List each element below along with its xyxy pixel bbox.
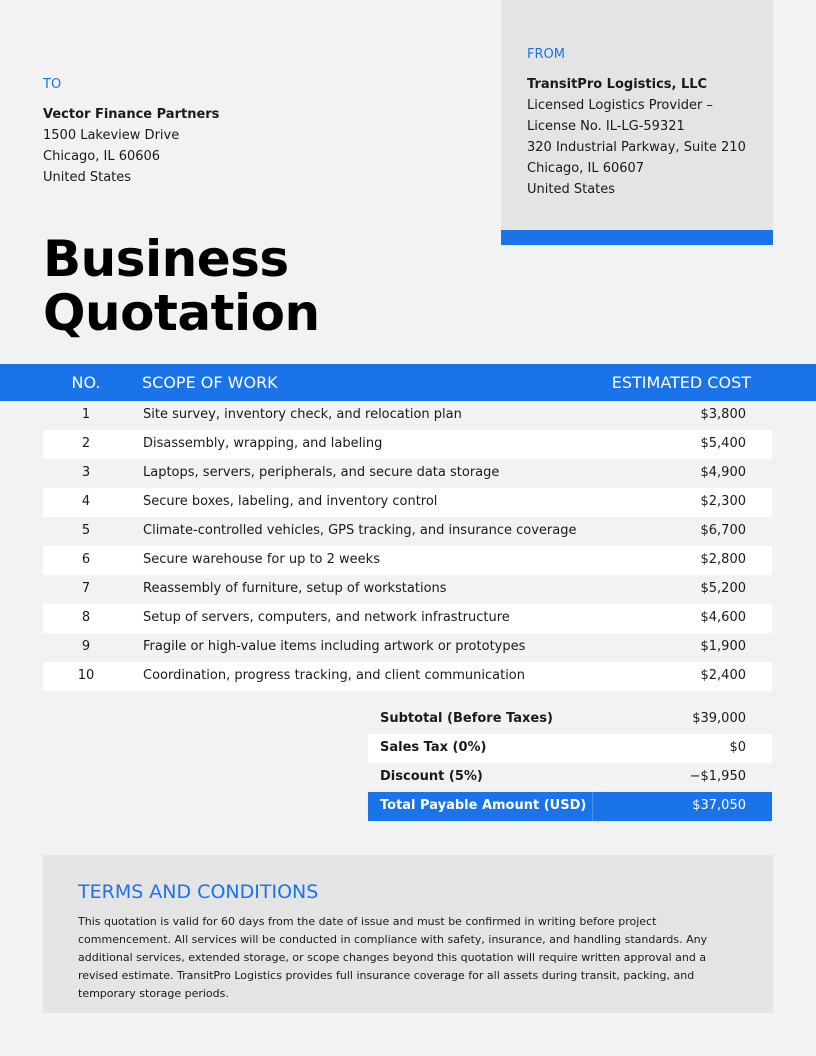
- row-number: 6: [81, 552, 91, 567]
- from-line: Chicago, IL 60607: [527, 161, 645, 176]
- row-cost: $1,900: [700, 639, 746, 654]
- row-cost: $5,200: [700, 581, 746, 596]
- table-header: [0, 364, 816, 401]
- header-no: NO.: [71, 373, 101, 392]
- row-number: 9: [81, 639, 91, 654]
- table-row: [43, 459, 772, 488]
- value: $39,000: [692, 711, 746, 726]
- row-scope: Reassembly of furniture, setup of workstations: [143, 581, 447, 596]
- table-row: [43, 488, 772, 517]
- table-row: [43, 604, 772, 633]
- to-line: United States: [43, 170, 132, 185]
- title-line: Business: [43, 230, 289, 288]
- to-name: Vector Finance Partners: [43, 107, 220, 122]
- row-scope: Site survey, inventory check, and relocation plan: [143, 407, 462, 422]
- label: Sales Tax (0%): [380, 740, 487, 755]
- row-number: 4: [81, 494, 91, 509]
- from-heading: FROM: [527, 47, 565, 62]
- from-accent-bar: [501, 230, 773, 245]
- row-scope: Climate-controlled vehicles, GPS tracking, and insurance coverage: [143, 523, 577, 538]
- row-cost: $2,800: [700, 552, 746, 567]
- row-scope: Secure boxes, labeling, and inventory control: [143, 494, 438, 509]
- row-cost: $4,600: [700, 610, 746, 625]
- from-line: Licensed Logistics Provider –: [527, 98, 713, 113]
- tax-row: [368, 734, 772, 763]
- terms-text: This quotation is valid for 60 days from the date of issue and must be confirmed in writing before project commencement. All services will be conducted in compliance with safety, insurance, and handling standards. Any additional services, extended storage, or scope changes beyond this quotation will require written approval and a revised estimate. TransitPro Logistics provides full insurance coverage for all assets during transit, packing, and temporary storage periods.: [78, 915, 708, 1000]
- row-scope: Disassembly, wrapping, and labeling: [143, 436, 383, 451]
- from-line: United States: [527, 182, 616, 197]
- row-scope: Coordination, progress tracking, and client communication: [143, 668, 526, 683]
- row-scope: Laptops, servers, peripherals, and secure data storage: [143, 465, 500, 480]
- value: $37,050: [692, 798, 746, 813]
- from-name: TransitPro Logistics, LLC: [527, 77, 708, 92]
- row-number: 3: [81, 465, 91, 480]
- terms-heading: TERMS AND CONDITIONS: [78, 881, 319, 903]
- table-row: [43, 430, 772, 459]
- label: Discount (5%): [380, 769, 483, 784]
- row-cost: $2,400: [700, 668, 746, 683]
- table-row: [43, 575, 772, 604]
- from-block: [501, 0, 773, 230]
- row-cost: $3,800: [700, 407, 746, 422]
- to-line: 1500 Lakeview Drive: [43, 128, 180, 143]
- to-heading: TO: [43, 77, 62, 92]
- value: −$1,950: [689, 769, 746, 784]
- table-row: [43, 662, 772, 691]
- totals: [368, 705, 772, 821]
- label: Subtotal (Before Taxes): [380, 711, 553, 726]
- row-cost: $2,300: [700, 494, 746, 509]
- page-title: [43, 232, 320, 340]
- row-scope: Secure warehouse for up to 2 weeks: [143, 552, 380, 567]
- table-row: [43, 633, 772, 662]
- row-number: 2: [81, 436, 91, 451]
- row-cost: $5,400: [700, 436, 746, 451]
- from-line: 320 Industrial Parkway, Suite 210: [527, 140, 746, 155]
- table-row: [43, 546, 772, 575]
- row-number: 7: [81, 581, 91, 596]
- to-block: [43, 74, 219, 188]
- from-line: License No. IL-LG-59321: [527, 119, 685, 134]
- table-body: [43, 401, 772, 691]
- discount-row: [368, 763, 772, 792]
- row-cost: $6,700: [700, 523, 746, 538]
- divider: [592, 792, 593, 821]
- row-cost: $4,900: [700, 465, 746, 480]
- row-number: 5: [81, 523, 91, 538]
- table-row: [43, 517, 772, 546]
- value: $0: [729, 740, 746, 755]
- table-row: [43, 401, 772, 430]
- label: Total Payable Amount (USD): [380, 798, 587, 813]
- row-scope: Fragile or high-value items including artwork or prototypes: [143, 639, 526, 654]
- title-line: Quotation: [43, 284, 320, 342]
- total-row: [368, 792, 772, 821]
- subtotal-row: [368, 705, 772, 734]
- to-line: Chicago, IL 60606: [43, 149, 161, 164]
- header-scope: SCOPE OF WORK: [142, 373, 278, 392]
- terms-section: [43, 855, 773, 1013]
- row-number: 1: [81, 407, 91, 422]
- row-number: 10: [77, 668, 95, 683]
- header-cost: ESTIMATED COST: [611, 373, 751, 392]
- row-scope: Setup of servers, computers, and network infrastructure: [143, 610, 510, 625]
- row-number: 8: [81, 610, 91, 625]
